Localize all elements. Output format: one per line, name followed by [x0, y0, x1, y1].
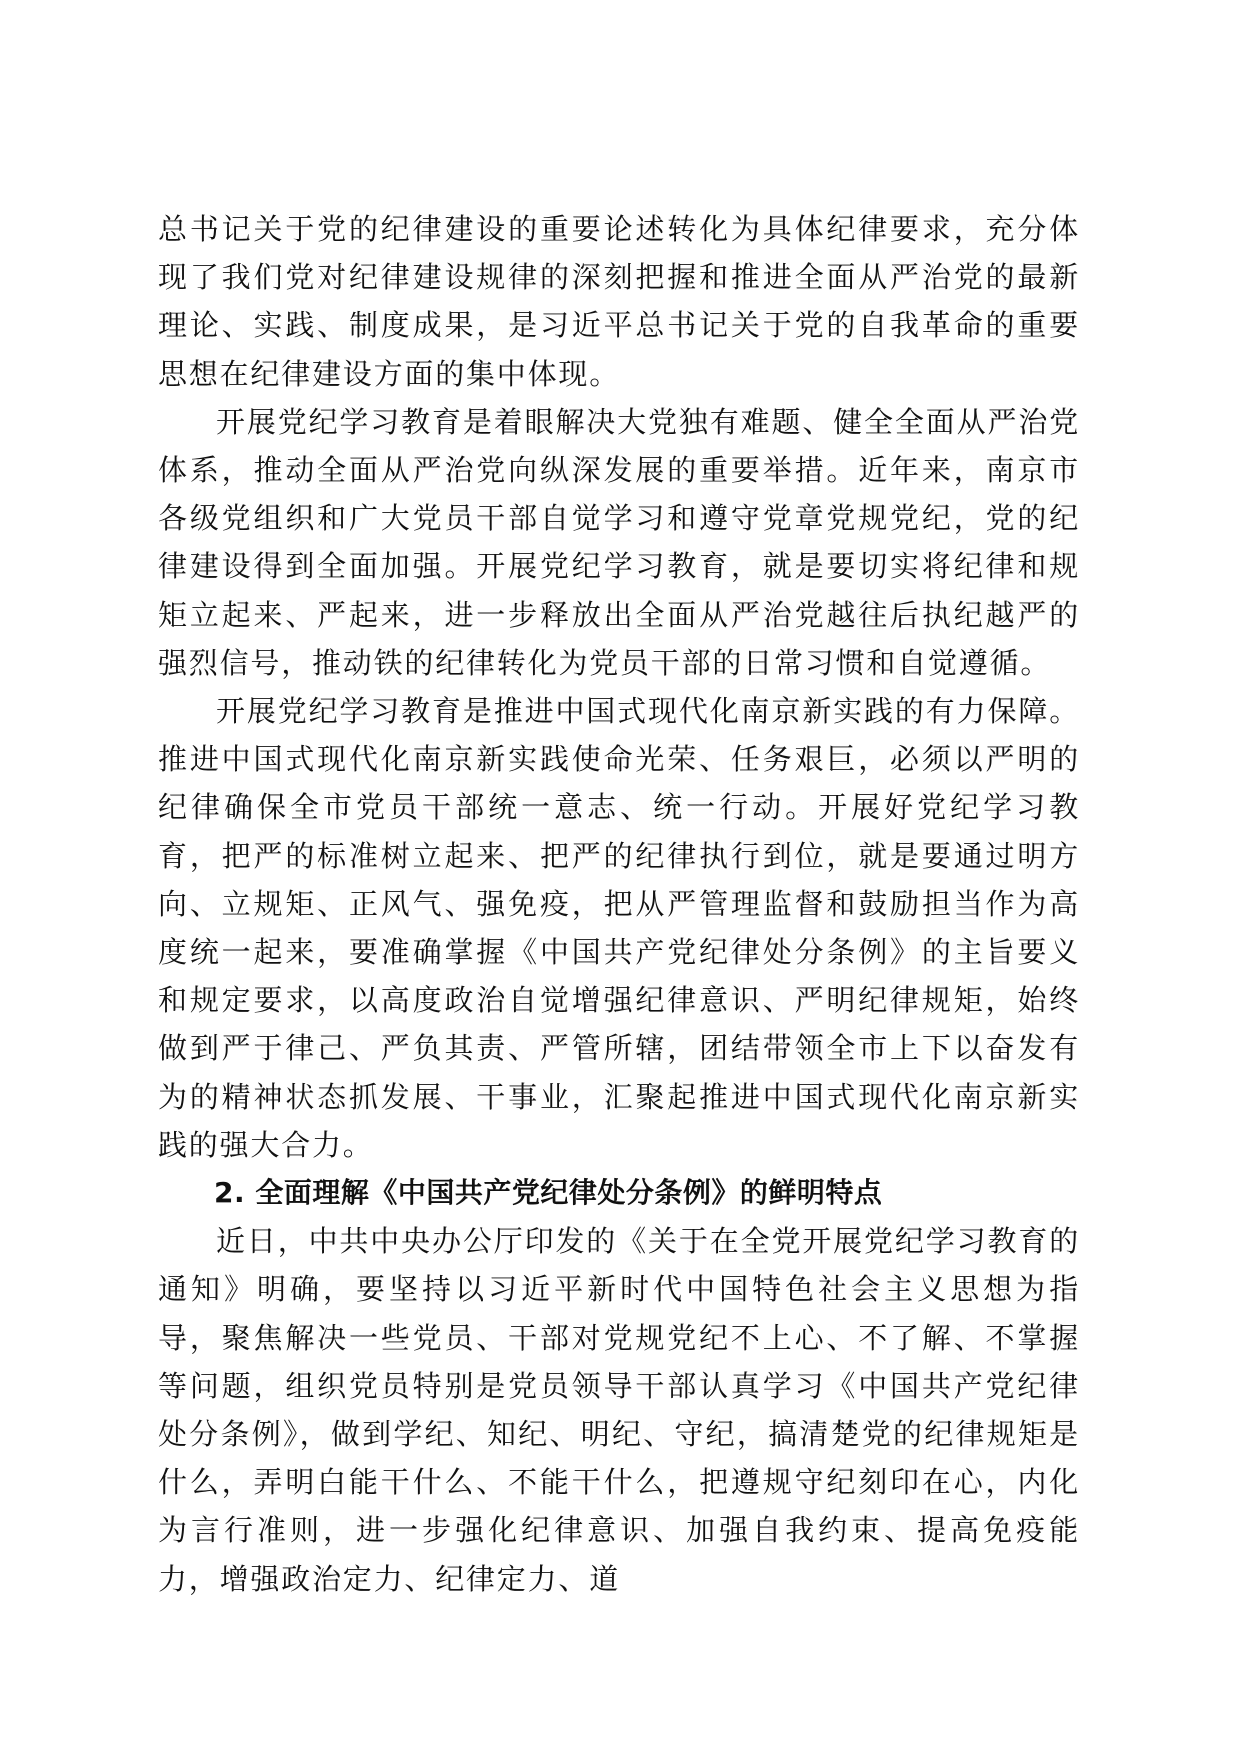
paragraph-party-discipline-measure: 开展党纪学习教育是着眼解决大党独有难题、健全全面从严治党体系，推动全面从严治党向纵深发展的重要举措。近年来，南京市各级党组织和广大党员干部自觉学习和遵守党章党规党纪，党的纪律建设得到全面加强。开展党纪学习教育，就是要切实将纪律和规矩立起来、严起来，进一步释放出全面从严治党越往后执纪越严的强烈信号，推动铁的纪律转化为党员干部的日常习惯和自觉遵循。	[158, 404, 1080, 680]
paragraph-continued: 总书记关于党的纪律建设的重要论述转化为具体纪律要求，充分体现了我们党对纪律建设规律的深刻把握和推进全面从严治党的最新理论、实践、制度成果，是习近平总书记关于党的自我革命的重要思想在纪律建设方面的集中体现。	[158, 212, 1080, 391]
paragraph-nanjing-guarantee: 开展党纪学习教育是推进中国式现代化南京新实践的有力保障。推进中国式现代化南京新实践使命光荣、任务艰巨，必须以严明的纪律确保全市党员干部统一意志、统一行动。开展好党纪学习教育，把严的标准树立起来、把严的纪律执行到位，就是要通过明方向、立规矩、正风气、强免疫，把从严管理监督和鼓励担当作为高度统一起来，要准确掌握《中国共产党纪律处分条例》的主旨要义和规定要求，以高度政治自觉增强纪律意识、严明纪律规矩，始终做到严于律己、严负其责、严管所辖，团结带领全市上下以奋发有为的精神状态抓发展、干事业，汇聚起推进中国式现代化南京新实践的强大合力。	[158, 694, 1080, 1162]
paragraph-notice: 近日，中共中央办公厅印发的《关于在全党开展党纪学习教育的通知》明确，要坚持以习近平新时代中国特色社会主义思想为指导，聚焦解决一些党员、干部对党规党纪不上心、不了解、不掌握等问题，组织党员特别是党员领导干部认真学习《中国共产党纪律处分条例》，做到学纪、知纪、明纪、守纪，搞清楚党的纪律规矩是什么，弄明白能干什么、不能干什么，把遵规守纪刻印在心，内化为言行准则，进一步强化纪律意识、加强自我约束、提高免疫能力，增强政治定力、纪律定力、道	[158, 1224, 1080, 1596]
document-body	[158, 205, 1080, 1603]
section-heading: 2. 全面理解《中国共产党纪律处分条例》的鲜明特点	[214, 1176, 883, 1210]
